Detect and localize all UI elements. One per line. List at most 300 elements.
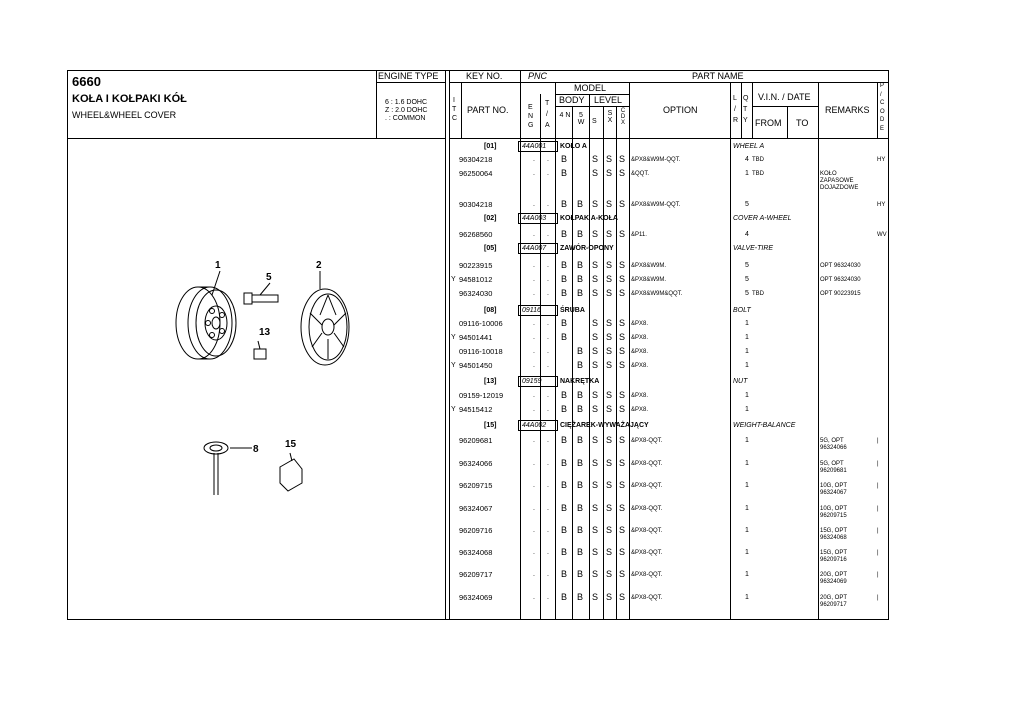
ta-cell: . [547, 527, 549, 534]
qty-cell: 5 [745, 262, 749, 269]
level-s-cell: S [592, 229, 599, 239]
level-s-cell: S [592, 569, 599, 579]
pcode-cell: | [877, 550, 879, 556]
option-cell: &PX8-QQT. [631, 595, 663, 601]
level-s-cell: S [592, 435, 599, 445]
eng-cell: . [533, 334, 535, 341]
from-cell: TBD [752, 157, 764, 163]
body-5w-cell: B [577, 547, 584, 557]
remarks-line: 10G, OPT [820, 483, 848, 489]
level-cdx-cell: S [619, 288, 626, 298]
level-sx-cell: S [606, 332, 613, 342]
ta-cell: . [547, 334, 549, 341]
level-cdx-cell: S [619, 592, 626, 602]
remarks-line: 5G, OPT [820, 461, 844, 467]
group-name-pl: ZAWÓR-OPONY [560, 245, 614, 252]
engine-type-header: ENGINE TYPE [378, 71, 439, 81]
group-name-pl: CIĘŻAREK-WYWAŻAJĄCY [560, 422, 649, 429]
ta-cell: . [547, 406, 549, 413]
level-cdx-cell: S [619, 404, 626, 414]
remarks-line: 96209715 [820, 513, 847, 519]
eng-cell: . [533, 348, 535, 355]
level-s-cell: S [592, 318, 599, 328]
part-number: 90223915 [459, 261, 493, 270]
group-part-name: WEIGHT-BALANCE [733, 422, 796, 429]
qty-cell: 1 [745, 334, 749, 341]
level-s-cell: S [592, 503, 599, 513]
part-number: 96324066 [459, 459, 493, 468]
body-4n-cell: B [561, 458, 568, 468]
part-number: 96304218 [459, 155, 493, 164]
ta-cell: . [547, 156, 549, 163]
lr-header-slash: / [734, 106, 736, 113]
body-4n-cell: B [561, 547, 568, 557]
qty-cell: 1 [745, 505, 749, 512]
pnc-code: 44A003 [522, 215, 547, 222]
level-sx-cell: S [606, 274, 613, 284]
body-5w-cell: B [577, 458, 584, 468]
pcode-header-letter: P [880, 83, 885, 89]
option-cell: &PX8&W9M. [631, 277, 667, 283]
body-5w-cell: B [577, 525, 584, 535]
level-s-cell: S [592, 360, 599, 370]
remarks-line: 20G, OPT [820, 572, 848, 578]
body-col-4n: 4 N [559, 112, 571, 119]
remarks-line: OPT 90223915 [820, 291, 861, 297]
itc-flag: Y [451, 406, 456, 413]
group-part-name: COVER A-WHEEL [733, 215, 792, 222]
part-number: 96268560 [459, 230, 493, 239]
pcode-cell: | [877, 528, 879, 534]
engine-line-1: 6 : 1.6 DOHC [385, 99, 428, 106]
part-name-header: PART NAME [692, 71, 744, 81]
remarks-line: 96324067 [820, 490, 847, 496]
pnc-code: 09116 [522, 307, 541, 314]
option-cell: &PX8. [631, 393, 649, 399]
option-header: OPTION [663, 105, 698, 115]
qty-cell: 1 [745, 549, 749, 556]
level-cdx-cell: S [619, 458, 626, 468]
option-cell: &PX8-QQT. [631, 550, 663, 556]
part-number: 94581012 [459, 275, 493, 284]
body-header: BODY [559, 95, 585, 105]
body-5w-cell: B [577, 199, 584, 209]
ta-cell: . [547, 482, 549, 489]
pcode-cell: | [877, 461, 879, 467]
level-header: LEVEL [594, 95, 623, 105]
eng-cell: . [533, 262, 535, 269]
level-s-cell: S [592, 154, 599, 164]
eng-cell: . [533, 549, 535, 556]
level-sx-cell: S [606, 404, 613, 414]
itc-flag: Y [451, 362, 456, 369]
remarks-line: OPT 96324030 [820, 263, 861, 269]
pnc-code: 44A002 [522, 422, 547, 429]
level-s-cell: S [592, 260, 599, 270]
remarks-line: 10G, OPT [820, 506, 848, 512]
page-title-pl: KOŁA I KOŁPAKI KÓŁ [72, 93, 187, 105]
from-cell: TBD [752, 291, 764, 297]
level-s-cell: S [592, 592, 599, 602]
level-s-cell: S [592, 288, 599, 298]
body-5w-cell: B [577, 274, 584, 284]
body-5w-cell: B [577, 404, 584, 414]
remarks-line: 96209716 [820, 557, 847, 563]
level-cdx-cell: S [619, 360, 626, 370]
pcode-cell: | [877, 438, 879, 444]
eng-cell: . [533, 482, 535, 489]
callout-15: 15 [285, 439, 297, 450]
pcode-cell: WV [877, 232, 887, 238]
remarks-line: 96324066 [820, 445, 847, 451]
level-sx-cell: S [606, 592, 613, 602]
option-cell: &PX8-QQT. [631, 461, 663, 467]
pcode-cell: HY [877, 157, 886, 163]
qty-cell: 1 [745, 482, 749, 489]
group-key: [08] [484, 307, 497, 314]
level-s-cell: S [592, 332, 599, 342]
level-cdx-cell: S [619, 480, 626, 490]
level-sx-cell: S [606, 229, 613, 239]
level-cdx-cell: S [619, 390, 626, 400]
body-4n-cell: B [561, 525, 568, 535]
eng-cell: . [533, 362, 535, 369]
level-s-cell: S [592, 525, 599, 535]
level-s-cell: S [592, 274, 599, 284]
eng-header-g: G [528, 122, 534, 129]
group-key: [13] [484, 378, 497, 385]
level-col-cdx: C D X [620, 108, 626, 126]
level-sx-cell: S [606, 199, 613, 209]
pcode-cell: HY [877, 202, 886, 208]
pcode-cell: | [877, 506, 879, 512]
qty-cell: 4 [745, 231, 749, 238]
eng-cell: . [533, 460, 535, 467]
body-4n-cell: B [561, 260, 568, 270]
body-4n-cell: B [561, 592, 568, 602]
body-4n-cell: B [561, 503, 568, 513]
ta-cell: . [547, 392, 549, 399]
ta-cell: . [547, 262, 549, 269]
ta-cell: . [547, 276, 549, 283]
body-4n-cell: B [561, 229, 568, 239]
option-cell: &PX8-QQT. [631, 572, 663, 578]
body-4n-cell: B [561, 318, 568, 328]
option-cell: &QQT. [631, 171, 650, 177]
body-4n-cell: B [561, 480, 568, 490]
group-part-name: BOLT [733, 307, 751, 314]
pnc-code: 44A001 [522, 143, 547, 150]
qty-cell: 1 [745, 571, 749, 578]
level-cdx-cell: S [619, 435, 626, 445]
qty-header-q: Q [743, 95, 749, 102]
option-cell: &PX8-QQT. [631, 506, 663, 512]
pcode-header-letter: / [880, 91, 882, 98]
pcode-header-letter: E [880, 125, 885, 132]
eng-cell: . [533, 505, 535, 512]
body-5w-cell: B [577, 480, 584, 490]
body-5w-cell: B [577, 360, 584, 370]
itc-header-i: I [453, 97, 455, 104]
qty-cell: 1 [745, 170, 749, 177]
callout-1: 1 [215, 260, 221, 271]
group-part-name: WHEEL A [733, 143, 765, 150]
body-5w-cell: B [577, 346, 584, 356]
level-sx-cell: S [606, 525, 613, 535]
body-5w-cell: B [577, 229, 584, 239]
level-s-cell: S [592, 480, 599, 490]
body-5w-cell: B [577, 288, 584, 298]
qty-header-t: T [743, 106, 748, 113]
key-no-header: KEY NO. [466, 71, 503, 81]
body-5w-cell: B [577, 390, 584, 400]
qty-cell: 1 [745, 406, 749, 413]
level-sx-cell: S [606, 569, 613, 579]
eng-cell: . [533, 290, 535, 297]
level-col-s: S [592, 118, 597, 125]
level-sx-cell: S [606, 260, 613, 270]
eng-cell: . [533, 320, 535, 327]
body-4n-cell: B [561, 274, 568, 284]
level-col-sx: S X [607, 110, 613, 124]
itc-flag: Y [451, 276, 456, 283]
level-sx-cell: S [606, 168, 613, 178]
part-number: 96324030 [459, 289, 493, 298]
level-cdx-cell: S [619, 346, 626, 356]
part-number: 94501441 [459, 333, 493, 342]
ta-header-a: A [545, 122, 550, 129]
engine-line-3: . : COMMON [385, 115, 426, 122]
level-sx-cell: S [606, 458, 613, 468]
qty-cell: 1 [745, 527, 749, 534]
group-name-pl: ŚRUBA [560, 307, 585, 314]
remarks-line: KOŁO [820, 171, 837, 177]
body-4n-cell: B [561, 435, 568, 445]
eng-cell: . [533, 201, 535, 208]
to-header: TO [796, 118, 809, 128]
group-key: [01] [484, 143, 497, 150]
body-4n-cell: B [561, 199, 568, 209]
qty-header-y: Y [743, 117, 748, 124]
group-part-name: NUT [733, 378, 748, 385]
level-s-cell: S [592, 346, 599, 356]
level-sx-cell: S [606, 288, 613, 298]
remarks-line: OPT 96324030 [820, 277, 861, 283]
level-sx-cell: S [606, 154, 613, 164]
body-4n-cell: B [561, 332, 568, 342]
page-code: 6660 [72, 74, 101, 89]
pcode-cell: | [877, 483, 879, 489]
eng-header-e: E [528, 104, 533, 111]
wheel-illustration [160, 255, 360, 515]
eng-cell: . [533, 170, 535, 177]
remarks-line: ZAPASOWE [820, 178, 854, 184]
qty-cell: 1 [745, 348, 749, 355]
part-number: 96250064 [459, 169, 493, 178]
ta-cell: . [547, 505, 549, 512]
level-s-cell: S [592, 199, 599, 209]
qty-cell: 1 [745, 362, 749, 369]
body-4n-cell: B [561, 288, 568, 298]
ta-cell: . [547, 348, 549, 355]
level-s-cell: S [592, 547, 599, 557]
level-cdx-cell: S [619, 274, 626, 284]
remarks-header: REMARKS [825, 105, 870, 115]
level-s-cell: S [592, 168, 599, 178]
pnc-code: 09159 [522, 378, 542, 385]
option-cell: &PX8-QQT. [631, 528, 663, 534]
option-cell: &PX8-QQT. [631, 483, 663, 489]
from-header: FROM [755, 118, 782, 128]
level-cdx-cell: S [619, 229, 626, 239]
pcode-cell: | [877, 572, 879, 578]
body-5w-cell: B [577, 569, 584, 579]
pcode-header-letter: O [880, 108, 885, 115]
body-5w-cell: B [577, 435, 584, 445]
group-name-pl: NAKRĘTKA [560, 378, 600, 385]
lr-header-r: R [733, 117, 739, 124]
body-4n-cell: B [561, 154, 568, 164]
body-4n-cell: B [561, 569, 568, 579]
itc-header-c: C [452, 115, 458, 122]
qty-cell: 1 [745, 594, 749, 601]
level-cdx-cell: S [619, 332, 626, 342]
ta-cell: . [547, 437, 549, 444]
option-cell: &PX8&W9M&QQT. [631, 291, 683, 297]
qty-cell: 1 [745, 320, 749, 327]
level-cdx-cell: S [619, 569, 626, 579]
qty-cell: 5 [745, 276, 749, 283]
vin-date-header: V.I.N. / DATE [758, 92, 811, 102]
ta-cell: . [547, 231, 549, 238]
level-cdx-cell: S [619, 154, 626, 164]
level-sx-cell: S [606, 435, 613, 445]
remarks-line: 96324069 [820, 579, 847, 585]
remarks-line: 96324068 [820, 535, 847, 541]
body-4n-cell: B [561, 390, 568, 400]
ta-cell: . [547, 290, 549, 297]
group-part-name: VALVE-TIRE [733, 245, 774, 252]
body-5w-cell: B [577, 592, 584, 602]
option-cell: &PX8. [631, 321, 649, 327]
body-5w-cell: B [577, 503, 584, 513]
lr-header-l: L [733, 95, 737, 102]
ta-cell: . [547, 571, 549, 578]
level-cdx-cell: S [619, 260, 626, 270]
page-title-en: WHEEL&WHEEL COVER [72, 110, 177, 120]
group-key: [02] [484, 215, 497, 222]
pnc-code: 44A007 [522, 245, 547, 252]
callout-2: 2 [316, 260, 322, 271]
level-sx-cell: S [606, 547, 613, 557]
ta-cell: . [547, 362, 549, 369]
ta-header-slash: / [546, 111, 548, 118]
remarks-line: 5G, OPT [820, 438, 844, 444]
body-4n-cell: B [561, 168, 568, 178]
itc-header-t: T [452, 106, 457, 113]
option-cell: &PX8&W9M-QQT. [631, 202, 681, 208]
part-number: 96324068 [459, 548, 493, 557]
level-cdx-cell: S [619, 318, 626, 328]
level-sx-cell: S [606, 480, 613, 490]
model-header: MODEL [574, 83, 607, 93]
option-cell: &PX8. [631, 335, 649, 341]
group-name-pl: KOŁPAK A-KOŁA [560, 215, 618, 222]
eng-cell: . [533, 276, 535, 283]
level-cdx-cell: S [619, 199, 626, 209]
pcode-cell: | [877, 595, 879, 601]
qty-cell: 1 [745, 392, 749, 399]
pcode-header-letter: D [880, 117, 885, 123]
body-col-5w: 5 W [577, 112, 585, 126]
level-sx-cell: S [606, 503, 613, 513]
eng-cell: . [533, 437, 535, 444]
qty-cell: 1 [745, 460, 749, 467]
part-number: 09159-12019 [459, 391, 504, 400]
ta-cell: . [547, 170, 549, 177]
eng-cell: . [533, 156, 535, 163]
callout-13: 13 [259, 327, 271, 338]
option-cell: &PX8. [631, 363, 649, 369]
pcode-header-letter: C [880, 100, 885, 106]
ta-header-t: T [545, 100, 550, 107]
qty-cell: 4 [745, 156, 749, 163]
from-cell: TBD [752, 171, 764, 177]
level-sx-cell: S [606, 346, 613, 356]
pnc-header: PNC [528, 71, 548, 81]
level-cdx-cell: S [619, 525, 626, 535]
qty-cell: 5 [745, 290, 749, 297]
eng-cell: . [533, 594, 535, 601]
level-cdx-cell: S [619, 547, 626, 557]
part-number: 09116-10018 [459, 347, 503, 356]
part-number: 96209715 [459, 481, 493, 490]
level-s-cell: S [592, 404, 599, 414]
option-cell: &PX8. [631, 349, 649, 355]
ta-cell: . [547, 549, 549, 556]
part-number: 90304218 [459, 200, 493, 209]
eng-cell: . [533, 571, 535, 578]
remarks-line: DOJAZDOWE [820, 185, 859, 191]
engine-line-2: Z : 2.0 DOHC [385, 107, 428, 114]
eng-cell: . [533, 392, 535, 399]
option-cell: &PX8&W9M. [631, 263, 667, 269]
qty-cell: 5 [745, 201, 749, 208]
level-sx-cell: S [606, 390, 613, 400]
option-cell: &PX8. [631, 407, 649, 413]
part-number: 96209681 [459, 436, 493, 445]
remarks-line: 96209717 [820, 602, 847, 608]
group-key: [05] [484, 245, 497, 252]
part-number: 96209716 [459, 526, 493, 535]
remarks-line: 15G, OPT [820, 528, 848, 534]
eng-cell: . [533, 406, 535, 413]
option-cell: &PX8&W9M-QQT. [631, 157, 681, 163]
part-number: 94501450 [459, 361, 493, 370]
part-no-header: PART NO. [467, 105, 509, 115]
remarks-line: 15G, OPT [820, 550, 848, 556]
part-number: 09116-10006 [459, 319, 503, 328]
group-key: [15] [484, 422, 497, 429]
level-cdx-cell: S [619, 168, 626, 178]
body-4n-cell: B [561, 404, 568, 414]
eng-cell: . [533, 527, 535, 534]
ta-cell: . [547, 320, 549, 327]
level-sx-cell: S [606, 318, 613, 328]
level-s-cell: S [592, 458, 599, 468]
level-s-cell: S [592, 390, 599, 400]
part-number: 96324067 [459, 504, 493, 513]
